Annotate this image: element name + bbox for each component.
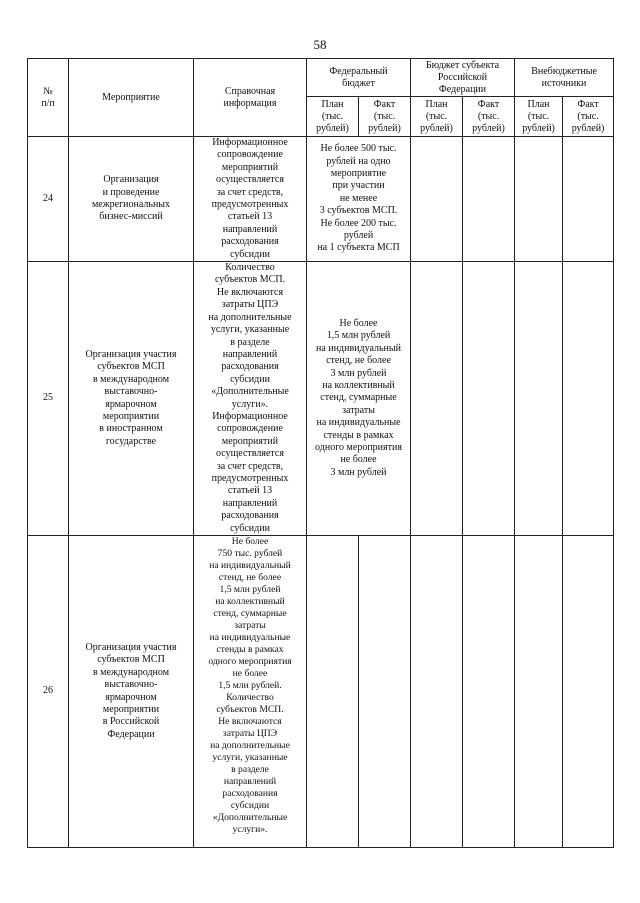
header-info: Справочная информация — [194, 59, 307, 137]
header-row — [28, 59, 614, 97]
empty-cell — [563, 137, 614, 262]
funding-table — [27, 58, 614, 848]
empty-cell — [359, 536, 411, 848]
table-row — [28, 262, 614, 536]
row-number: 26 — [28, 536, 69, 848]
row-number: 25 — [28, 262, 69, 536]
reference-info: Информационное сопровождение мероприятий осуществляется за счет средств, предусмотренных статьей 13 направлений расходования субсидии — [194, 137, 307, 262]
event-name: Организация и проведение межрегиональных бизнес-миссий — [69, 137, 194, 262]
page-number: 58 — [313, 37, 327, 52]
event-name: Организация участия субъектов МСП в международном выставочно- ярмарочном мероприятии в Российской Федерации — [69, 536, 194, 848]
empty-cell — [411, 262, 463, 536]
empty-cell — [515, 137, 563, 262]
header-plan: План (тыс. рублей) — [307, 97, 359, 137]
reference-info: Количество субъектов МСП. Не включаются затраты ЦПЭ на дополнительные услуги, указанные в разделе направлений расходования субсидии «Дополнительные услуги». Информационное сопровождение мероприятий осуществляется за счет средств, предусмотренных статьей 13 направлений расходования субсидии — [194, 262, 307, 536]
empty-cell — [411, 536, 463, 848]
empty-cell — [411, 137, 463, 262]
empty-cell — [463, 262, 515, 536]
event-name: Организация участия субъектов МСП в международном выставочно- ярмарочном мероприятии в иностранном государстве — [69, 262, 194, 536]
empty-cell — [463, 137, 515, 262]
empty-cell — [563, 262, 614, 536]
header-federal-budget: Федеральный бюджет — [307, 59, 411, 97]
header-extrabudgetary: Внебюджетные источники — [515, 59, 614, 97]
empty-cell — [463, 536, 515, 848]
empty-cell — [563, 536, 614, 848]
header-plan: План (тыс. рублей) — [515, 97, 563, 137]
empty-cell — [307, 536, 359, 848]
header-num: № п/п — [28, 59, 69, 137]
federal-budget-note: Не более 1,5 млн рублей на индивидуальный стенд, не более 3 млн рублей на коллективный стенд, суммарные затраты на индивидуальные стенды в рамках одного мероприятия не более 3 млн рублей — [307, 262, 411, 536]
header-fact: Факт (тыс. рублей) — [563, 97, 614, 137]
header-fact: Факт (тыс. рублей) — [463, 97, 515, 137]
federal-budget-note: Не более 500 тыс. рублей на одно мероприятие при участии не менее 3 субъектов МСП. Не более 200 тыс. рублей на 1 субъекта МСП — [307, 137, 411, 262]
empty-cell — [515, 536, 563, 848]
empty-cell — [515, 262, 563, 536]
header-plan: План (тыс. рублей) — [411, 97, 463, 137]
header-fact: Факт (тыс. рублей) — [359, 97, 411, 137]
table-row — [28, 536, 614, 848]
header-event: Мероприятие — [69, 59, 194, 137]
header-regional-budget: Бюджет субъекта Российской Федерации — [411, 59, 515, 97]
table-row — [28, 137, 614, 262]
row-number: 24 — [28, 137, 69, 262]
reference-info: Не более 750 тыс. рублей на индивидуальный стенд, не более 1,5 млн рублей на коллективный стенд, суммарные затраты на индивидуальные стенды в рамках одного мероприятия не более 1,5 млн рублей. Количество субъектов МСП. Не включаются затраты ЦПЭ на дополнительные услуги, указанные в разделе направлений расходования субсидии «Дополнительные услуги». — [194, 536, 307, 848]
